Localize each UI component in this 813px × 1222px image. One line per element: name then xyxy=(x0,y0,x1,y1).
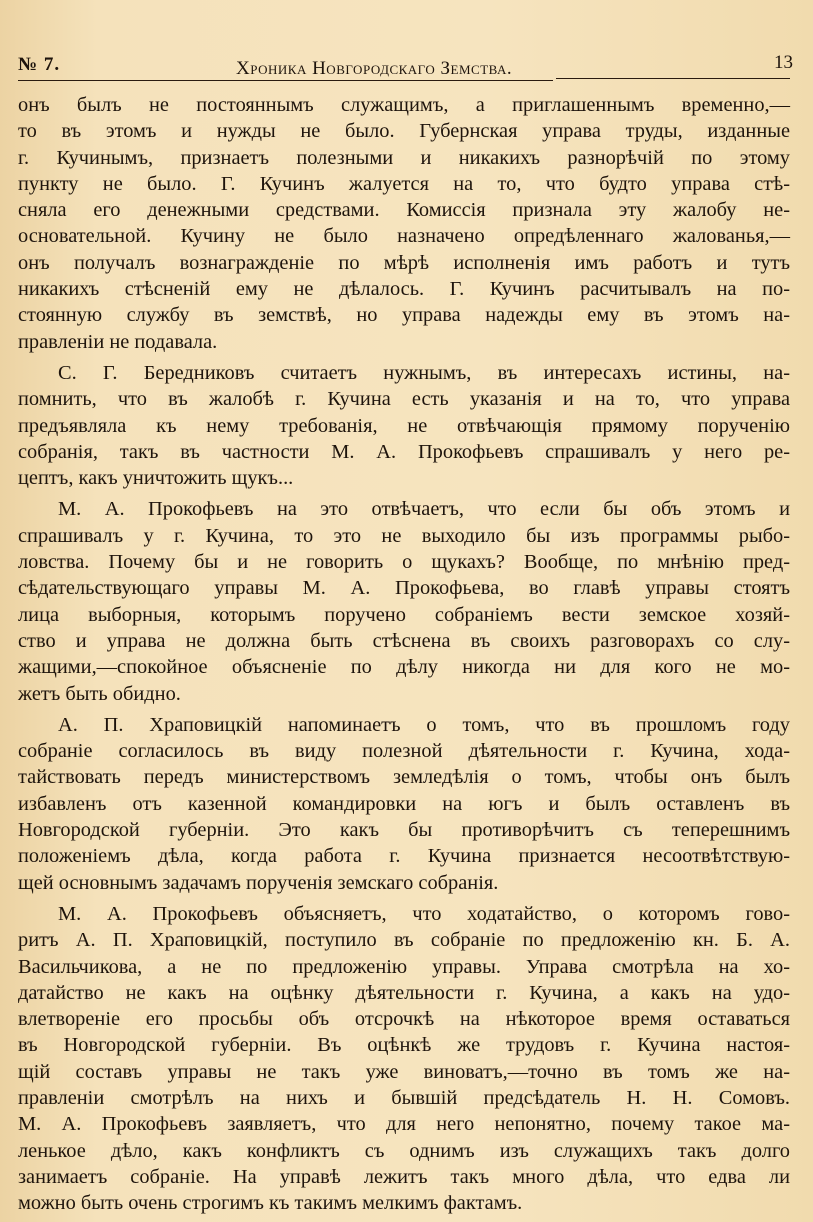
text-line: М. А. Прокофьевъ объясняетъ, что ходатайство, о которомъ гово- xyxy=(58,902,790,925)
text-line: предъявляла къ нему требованія, не отвѣчающія прямому порученію xyxy=(18,414,790,437)
text-line: стоянную службу въ земствѣ, но управа надежды ему въ этомъ на- xyxy=(18,304,790,327)
text-line: пункту не было. Г. Кучинъ жалуется на то, что будто управа стѣ- xyxy=(18,172,790,195)
text-line: сѣдательствующаго управы М. А. Прокофьева, во главѣ управы стоятъ xyxy=(18,577,790,600)
text-line: положеніемъ дѣла, когда работа г. Кучина признается несоотвѣтствую- xyxy=(18,845,790,868)
text-line: М. А. Прокофьевъ на это отвѣчаетъ, что если бы объ этомъ и xyxy=(58,498,790,521)
paragraph xyxy=(18,496,790,706)
text-line: сняла его денежными средствами. Комиссія признала эту жалобу не- xyxy=(18,199,790,222)
text-line: избавленъ отъ казенной командировки на югъ и былъ оставленъ въ xyxy=(18,792,790,815)
text-line: тайствовать передъ министерствомъ земледѣлія о томъ, чтобы онъ былъ xyxy=(18,766,790,789)
issue-number: № 7. xyxy=(18,54,61,75)
text-line: правленіи не подавала. xyxy=(18,330,218,353)
paragraph xyxy=(18,360,790,491)
header-rule-right xyxy=(556,78,790,79)
text-line: помнить, что въ жалобѣ г. Кучина есть указанія и на то, что управа xyxy=(18,388,790,411)
body-text xyxy=(18,92,790,1216)
text-line: ленькое дѣло, какъ конфликтъ съ однимъ изъ служащихъ такъ долго xyxy=(18,1139,790,1162)
text-line: ритъ А. П. Храповицкій, поступило въ собраніе по предложенію кн. Б. А. xyxy=(18,929,790,952)
text-line: Васильчикова, а не по предложенію управы. Управа смотрѣла на хо- xyxy=(18,955,790,978)
text-line: жащими,—спокойное объясненіе по дѣлу никогда ни для кого не мо- xyxy=(18,656,790,679)
text-line: можно быть очень строгимъ къ такимъ мелкимъ фактамъ. xyxy=(18,1192,523,1215)
text-line: щей основнымъ задачамъ порученія земскаго собранія. xyxy=(18,871,499,894)
header-rule-left xyxy=(18,80,553,81)
text-line: занимаетъ собраніе. На управѣ лежитъ такъ много дѣла, что едва ли xyxy=(18,1165,790,1188)
text-line: ство и управа не должна быть стѣснена въ своихъ разговорахъ со слу- xyxy=(18,629,790,652)
text-line: жетъ быть обидно. xyxy=(18,682,181,705)
text-line: Новгородской губерніи. Это какъ бы противорѣчитъ съ теперешнимъ xyxy=(18,819,790,842)
text-line: лица выборныя, которымъ поручено собраніемъ вести земское хозяй- xyxy=(18,603,790,626)
text-line: въ Новгородской губерніи. Въ оцѣнкѣ же трудовъ г. Кучина настоя- xyxy=(18,1034,790,1057)
text-line: М. А. Прокофьевъ заявляетъ, что для него непонятно, почему такое ма- xyxy=(18,1113,790,1136)
text-line: собраніе согласилось въ виду полезной дѣятельности г. Кучина, хода- xyxy=(18,740,790,763)
text-line: никакихъ стѣсненій ему не дѣлалось. Г. Кучинъ расчитывалъ на по- xyxy=(18,278,790,301)
page-number: 13 xyxy=(774,52,793,73)
text-line: ловства. Почему бы и не говорить о щукахъ? Вообще, по мнѣнію пред- xyxy=(18,551,790,574)
text-line: влетвореніе его просьбы объ отсрочкѣ на нѣкоторое время оставаться xyxy=(18,1008,790,1031)
paragraph xyxy=(18,712,790,896)
text-line: датайство не какъ на оцѣнку дѣятельности г. Кучина, а какъ на удо- xyxy=(18,981,790,1004)
paragraph xyxy=(18,92,790,355)
text-line: правленіи смотрѣлъ на нихъ и бывшій предсѣдатель Н. Н. Сомовъ. xyxy=(18,1086,790,1109)
text-line: А. П. Храповицкій напоминаетъ о томъ, что въ прошломъ году xyxy=(58,713,790,736)
paragraph xyxy=(18,901,790,1217)
text-line: С. Г. Бередниковъ считаетъ нужнымъ, въ интересахъ истины, на- xyxy=(58,361,790,384)
text-line: собранія, такъ въ частности М. А. Прокофьевъ спрашивалъ у него ре- xyxy=(18,440,790,463)
text-line: онъ получалъ вознагражденіе по мѣрѣ исполненія имъ работъ и тутъ xyxy=(18,251,790,274)
text-line: спрашивалъ у г. Кучина, то это не выходило бы изъ программы рыбо- xyxy=(18,524,790,547)
text-line: цептъ, какъ уничтожить щукъ... xyxy=(18,467,294,490)
text-line: г. Кучинымъ, признаетъ полезными и никакихъ разнорѣчій по этому xyxy=(18,146,790,169)
text-line: то въ этомъ и нужды не было. Губернская управа труды, изданные xyxy=(18,120,790,143)
text-line: щій составъ управы не такъ уже виноватъ,—точно въ томъ же на- xyxy=(18,1060,790,1083)
text-line: онъ былъ не постояннымъ служащимъ, а приглашеннымъ временно,— xyxy=(18,94,790,116)
text-line: основательной. Кучину не было назначено опредѣленнаго жалованья,— xyxy=(18,225,790,248)
running-title: Хроника Новгородскаго Земства. xyxy=(236,58,513,79)
